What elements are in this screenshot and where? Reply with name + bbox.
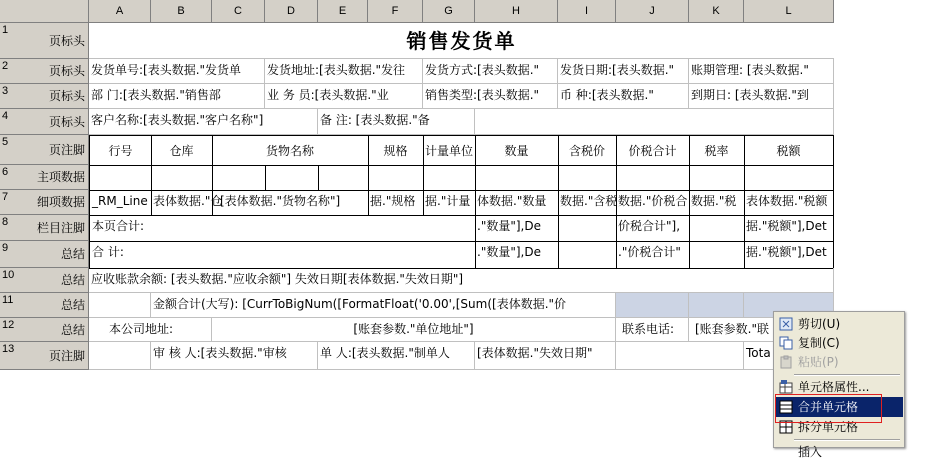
menu-label: 插入 bbox=[798, 445, 823, 459]
menu-item-cut[interactable] bbox=[776, 314, 903, 334]
menu-separator bbox=[794, 374, 900, 376]
col-header-g[interactable]: G bbox=[423, 0, 475, 23]
row-header-8[interactable] bbox=[0, 215, 89, 241]
col-title-tax-rate[interactable]: 税率 bbox=[689, 135, 745, 166]
row-header-10[interactable] bbox=[0, 268, 89, 293]
highlight-annotation-box bbox=[775, 394, 882, 423]
cell-sales-type[interactable]: 销售类型:[表头数据." bbox=[423, 84, 558, 109]
detail-line-no[interactable]: _RM_Line bbox=[89, 190, 152, 216]
col-header-i[interactable]: I bbox=[558, 0, 616, 23]
page-subtotal-label[interactable]: 本页合计: bbox=[89, 215, 476, 242]
selected-cell[interactable] bbox=[689, 293, 744, 318]
col-header-e[interactable]: E bbox=[318, 0, 368, 23]
table-cell[interactable] bbox=[89, 293, 151, 318]
page-subtotal-tax[interactable]: 据."税额"],Det bbox=[744, 215, 834, 242]
col-title-total-incl-tax[interactable]: 价税合计 bbox=[616, 135, 690, 166]
receivable-balance-cell[interactable]: 应收账款余额: [表头数据."应收余额"] 失效日期[表体数据."失效日期"] bbox=[89, 268, 834, 293]
row-number: 7 bbox=[2, 191, 9, 203]
table-cell[interactable] bbox=[212, 165, 266, 191]
table-cell[interactable] bbox=[558, 165, 617, 191]
detail-spec[interactable]: 据."规格 bbox=[368, 190, 424, 216]
row-header-5[interactable] bbox=[0, 135, 89, 165]
total-pages-cell[interactable]: Tota bbox=[744, 342, 834, 370]
col-title-unit[interactable]: 计量单位 bbox=[423, 135, 476, 166]
row-header-1[interactable] bbox=[0, 23, 89, 59]
company-address-label[interactable]: 本公司地址: bbox=[89, 318, 212, 342]
col-title-line-no[interactable]: 行号 bbox=[89, 135, 152, 166]
menu-label: 粘贴(P) bbox=[798, 355, 839, 369]
menu-label: 单元格属性... bbox=[798, 380, 870, 394]
company-address-value[interactable]: [账套参数."单位地址"] bbox=[212, 318, 616, 342]
menu-item-insert[interactable] bbox=[776, 442, 903, 459]
row-header-7[interactable] bbox=[0, 190, 89, 215]
menu-item-copy[interactable] bbox=[776, 333, 903, 353]
reviewer-cell[interactable]: 审 核 人:[表头数据."审核 bbox=[151, 342, 318, 370]
amount-in-words-cell[interactable]: 金额合计(大写): [CurrToBigNum([FormatFloat('0.00',[Sum([表体数据."价 bbox=[151, 293, 616, 318]
col-header-k[interactable]: K bbox=[689, 0, 744, 23]
grand-total-label[interactable]: 合 计: bbox=[89, 241, 476, 269]
row-number: 5 bbox=[2, 136, 9, 148]
cell-empty[interactable] bbox=[475, 109, 834, 135]
table-cell[interactable] bbox=[689, 241, 745, 269]
detail-tax-rate[interactable]: 数据."税 bbox=[689, 190, 745, 216]
cell-delivery-method[interactable]: 发货方式:[表头数据." bbox=[423, 59, 558, 84]
cell-delivery-date[interactable]: 发货日期:[表头数据." bbox=[558, 59, 689, 84]
col-header-c[interactable]: C bbox=[212, 0, 265, 23]
table-cell[interactable] bbox=[423, 165, 476, 191]
expiry-date-cell[interactable]: [表体数据."失效日期" bbox=[475, 342, 616, 370]
col-header-f[interactable]: F bbox=[368, 0, 423, 23]
row-band-label: 页标头 bbox=[48, 114, 85, 129]
row-number: 9 bbox=[2, 242, 9, 254]
row-number: 13 bbox=[2, 343, 15, 355]
row-band-label: 页标头 bbox=[48, 64, 85, 78]
row-header-12[interactable] bbox=[0, 318, 89, 342]
row-band-label: 页标头 bbox=[48, 89, 85, 103]
page-subtotal-quantity[interactable]: ."数量"],De bbox=[475, 215, 559, 242]
table-cell[interactable] bbox=[558, 215, 617, 242]
report-title[interactable]: 销售发货单 bbox=[89, 23, 834, 59]
table-cell[interactable] bbox=[89, 342, 151, 370]
creator-cell[interactable]: 单 人:[表头数据."制单人 bbox=[318, 342, 475, 370]
cell-currency[interactable]: 币 种:[表头数据." bbox=[558, 84, 689, 109]
row-header-3[interactable] bbox=[0, 84, 89, 109]
table-cell[interactable] bbox=[89, 165, 152, 191]
phone-value[interactable]: [账套参数."联 bbox=[689, 318, 834, 342]
row-band-label: 总结 bbox=[60, 273, 85, 287]
menu-item-paste[interactable] bbox=[776, 352, 903, 372]
col-header-l[interactable]: L bbox=[744, 0, 834, 23]
corner-select-all[interactable] bbox=[0, 0, 89, 23]
row-band-label: 总结 bbox=[60, 247, 85, 261]
row-number: 4 bbox=[2, 110, 9, 122]
table-cell[interactable] bbox=[689, 165, 745, 191]
cell-salesperson[interactable]: 业 务 员:[表头数据."业 bbox=[265, 84, 423, 109]
cell-properties-icon bbox=[779, 380, 793, 394]
cell-delivery-address[interactable]: 发货地址:[表头数据."发往 bbox=[265, 59, 423, 84]
table-cell[interactable] bbox=[475, 165, 559, 191]
row-number: 12 bbox=[2, 319, 15, 331]
row-band-label: 总结 bbox=[60, 298, 85, 312]
row-number: 11 bbox=[2, 294, 14, 306]
context-menu bbox=[773, 311, 905, 459]
row-number: 10 bbox=[2, 269, 15, 281]
cell-due-date[interactable]: 到期日: [表头数据."到 bbox=[689, 84, 834, 109]
page-subtotal-total[interactable]: 价税合计"], bbox=[616, 215, 690, 242]
row-header-13[interactable] bbox=[0, 342, 89, 370]
col-header-d[interactable]: D bbox=[265, 0, 318, 23]
col-header-a[interactable]: A bbox=[89, 0, 151, 23]
detail-unit-price[interactable]: 数据."含税 bbox=[558, 190, 617, 216]
table-cell[interactable] bbox=[265, 165, 319, 191]
copy-icon bbox=[779, 336, 793, 350]
cell-delivery-no[interactable]: 发货单号:[表头数据."发货单 bbox=[89, 59, 265, 84]
row-band-label: 页注脚 bbox=[48, 348, 85, 363]
cell-account-period[interactable]: 账期管理: [表头数据." bbox=[689, 59, 834, 84]
row-number: 8 bbox=[2, 216, 9, 228]
col-title-warehouse[interactable]: 仓库 bbox=[151, 135, 213, 166]
table-cell[interactable] bbox=[744, 165, 834, 191]
table-cell[interactable] bbox=[558, 241, 617, 269]
grand-total-amount[interactable]: ."价税合计" bbox=[616, 241, 690, 269]
row-band-label: 栏目注脚 bbox=[36, 220, 85, 235]
col-title-goods-name[interactable]: 货物名称 bbox=[212, 135, 369, 166]
phone-label[interactable]: 联系电话: bbox=[616, 318, 689, 342]
col-title-quantity[interactable]: 数量 bbox=[475, 135, 559, 166]
row-header-11[interactable] bbox=[0, 293, 89, 318]
row-band-label: 细项数据 bbox=[36, 195, 85, 209]
row-band-label: 页标头 bbox=[48, 33, 85, 48]
cell-department[interactable]: 部 门:[表头数据."销售部 bbox=[89, 84, 265, 109]
menu-label: 复制(C) bbox=[798, 336, 840, 350]
grand-total-quantity[interactable]: ."数量"],De bbox=[475, 241, 559, 269]
table-cell[interactable] bbox=[616, 342, 744, 370]
selected-cell[interactable] bbox=[616, 293, 689, 318]
row-band-label: 页注脚 bbox=[48, 142, 85, 157]
menu-label: 合并单元格 bbox=[798, 400, 859, 414]
col-title-unit-price[interactable]: 含税价 bbox=[558, 135, 617, 166]
row-header-6[interactable] bbox=[0, 165, 89, 190]
detail-warehouse[interactable]: 表体数据."仓 bbox=[151, 190, 213, 216]
col-title-spec[interactable]: 规格 bbox=[368, 135, 424, 166]
row-band-label: 总结 bbox=[60, 322, 85, 337]
detail-tax-amount[interactable]: 表体数据."税额 bbox=[744, 190, 834, 216]
menu-label: 拆分单元格 bbox=[798, 420, 859, 434]
menu-label: 剪切(U) bbox=[798, 317, 841, 331]
cell-remark[interactable]: 备 注: [表头数据."备 bbox=[318, 109, 475, 135]
col-header-j[interactable]: J bbox=[616, 0, 689, 23]
row-number: 2 bbox=[2, 60, 9, 72]
menu-separator bbox=[794, 439, 900, 441]
table-cell[interactable] bbox=[368, 165, 424, 191]
detail-goods-name[interactable]: [表体数据."货物名称"] bbox=[212, 190, 369, 216]
cell-customer-name[interactable]: 客户名称:[表头数据."客户名称"] bbox=[89, 109, 318, 135]
row-number: 6 bbox=[2, 166, 9, 178]
col-title-tax-amount[interactable]: 税额 bbox=[744, 135, 834, 166]
row-number: 3 bbox=[2, 85, 9, 97]
col-header-b[interactable]: B bbox=[151, 0, 212, 23]
row-header-9[interactable] bbox=[0, 241, 89, 268]
row-number: 1 bbox=[2, 24, 9, 36]
cut-icon bbox=[779, 317, 793, 331]
row-header-2[interactable] bbox=[0, 59, 89, 84]
detail-unit[interactable]: 据."计量 bbox=[423, 190, 476, 216]
col-header-h[interactable]: H bbox=[475, 0, 558, 23]
row-band-label: 主项数据 bbox=[36, 170, 85, 184]
detail-total-incl-tax[interactable]: 数据."价税合 bbox=[616, 190, 690, 216]
table-cell[interactable] bbox=[689, 215, 745, 242]
grand-total-tax[interactable]: 据."税额"],Det bbox=[744, 241, 834, 269]
detail-quantity[interactable]: 体数据."数量 bbox=[475, 190, 559, 216]
paste-icon bbox=[779, 355, 793, 369]
table-cell[interactable] bbox=[616, 165, 690, 191]
row-header-4[interactable] bbox=[0, 109, 89, 135]
table-cell[interactable] bbox=[151, 165, 213, 191]
table-cell[interactable] bbox=[318, 165, 369, 191]
